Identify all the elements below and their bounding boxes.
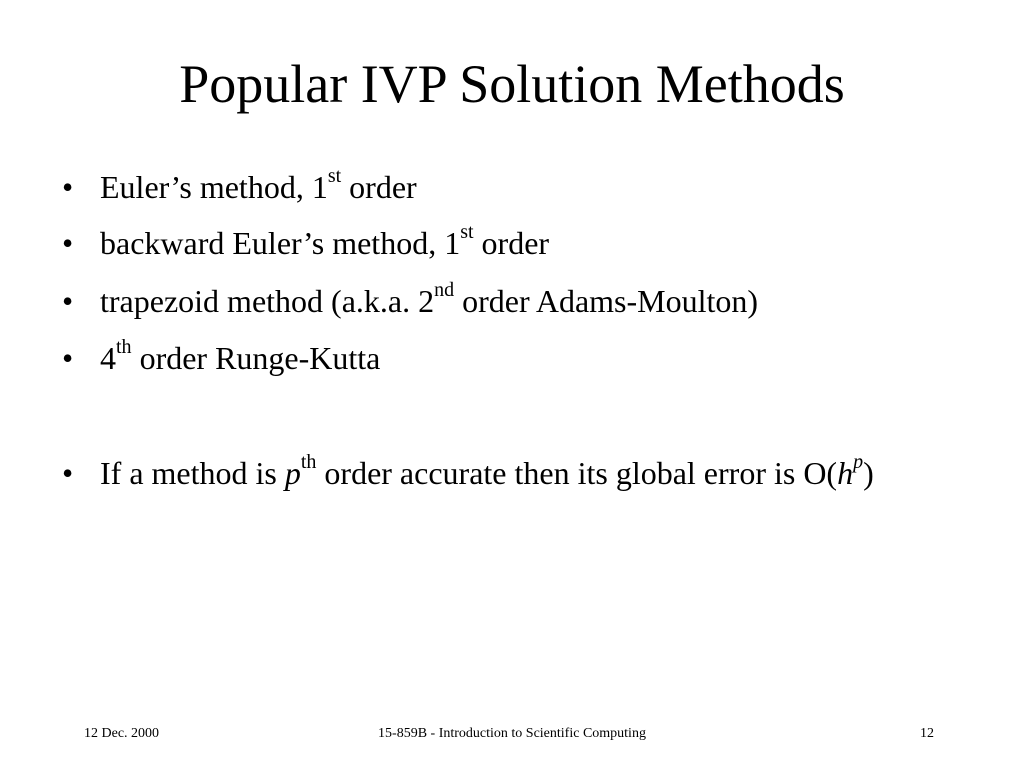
footer-course-title: 15-859B - Introduction to Scientific Computing [378,726,646,741]
footer-page-number: 12 [920,726,934,741]
bullet-text: Euler’s method, 1st order [100,165,417,205]
bullet-text: 4th order Runge-Kutta [100,336,381,376]
bullet-dot-icon: • [62,169,74,205]
bullet-text: trapezoid method (a.k.a. 2nd order Adams-Moulton) [100,279,759,319]
bullet-dot-icon: • [62,283,74,319]
bullet-text: If a method is $p^{th}$ order accurate then its global error is $O(h^p)$ [100,451,874,491]
list-item [62,221,942,266]
bullet-dot-icon: • [62,455,74,491]
list-item [62,165,942,210]
list-item [62,336,942,381]
bullet-text: backward Euler’s method, 1st order [100,221,550,261]
bullet-dot-icon: • [62,340,74,376]
list-item [62,279,942,324]
slide-title: Popular IVP Solution Methods [179,54,845,114]
bullet-dot-icon: • [62,225,74,261]
list-item [62,451,942,496]
footer-date: 12 Dec. 2000 [84,726,160,741]
